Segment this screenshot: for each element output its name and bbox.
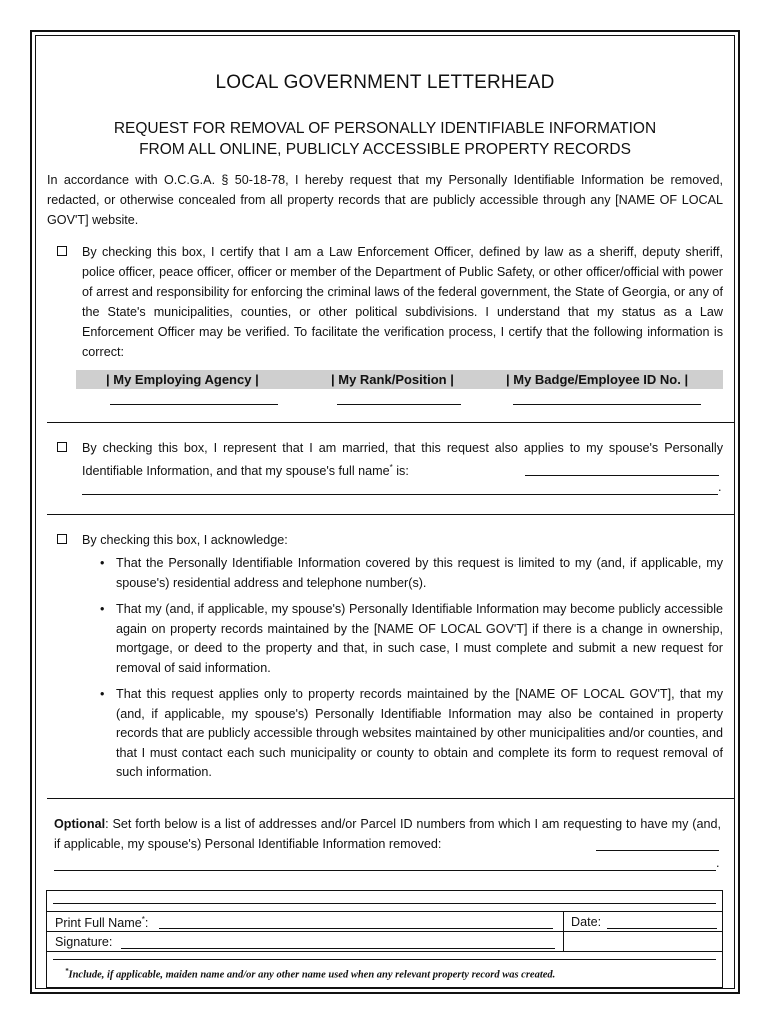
law-enforcement-text: By checking this box, I certify that I am a Law Enforcement Officer, defined by law as a sheriff, deputy sheriff, police officer, peace officer, officer or member of the Department of Public Safety, or other officer/official with power of arrest and responsibility for enforcing the criminal laws of the federal government, the State of Georgia, or any of the State's municipalities, counties, or other political subdivisions. I understand that my status as a Law Enforcement Officer may be verified. To facilitate the verification process, I certify that the following information is correct: xyxy=(82,245,723,359)
law-enforcement-checkbox[interactable] xyxy=(57,246,67,256)
married-is-label: is: xyxy=(392,464,409,479)
acknowledgement-item: • That this request applies only to property records maintained by the [NAME OF LOCAL GOV'T], that my (and, if applicable, my spouse's) Personally Identifiable Information may also be contained in property records that are publicly accessible through websites maintained by other municipalities and/or counties, and that I must contact each such municipality or county to obtain and complete its form to request removal of such information. xyxy=(96,685,723,783)
print-name-label xyxy=(55,915,148,930)
footnote-marker: * xyxy=(65,967,69,975)
signature-table-top xyxy=(47,911,722,912)
officer-info-labels xyxy=(76,370,723,389)
signature-row-divider xyxy=(47,931,722,932)
acknowledge-lead: By checking this box, I acknowledge: xyxy=(82,533,288,547)
intro-paragraph: In accordance with O.C.G.A. § 50-18-78, I hereby request that my Personally Identifiable Information be removed, redacted, or otherwise concealed from all property records that are publicly accessible through any [NAME OF LOCAL GOV'T] website. xyxy=(47,173,723,227)
addresses-period: . xyxy=(716,856,720,870)
form-outer-border xyxy=(30,30,740,994)
badge-id-label: | My Badge/Employee ID No. | xyxy=(506,372,689,387)
section-divider-3 xyxy=(47,798,734,799)
footnote-text: Include, if applicable, maiden name and/or any other name used when any relevant property record was created. xyxy=(68,969,556,981)
addresses-field[interactable] xyxy=(596,850,719,851)
date-label: Date: xyxy=(571,915,602,929)
form-inner-border xyxy=(35,35,735,989)
print-name-marker: * xyxy=(141,915,145,924)
date-field[interactable] xyxy=(607,928,717,929)
acknowledge-checkbox[interactable] xyxy=(57,534,67,544)
married-footnote-marker: * xyxy=(389,463,393,472)
spouse-name-field-line-2[interactable] xyxy=(82,494,718,495)
married-checkbox[interactable] xyxy=(57,442,67,452)
spouse-name-field[interactable] xyxy=(525,475,719,476)
print-name-colon: : xyxy=(144,916,149,931)
subtitle-line-2: FROM ALL ONLINE, PUBLICLY ACCESSIBLE PROPERTY RECORDS xyxy=(139,141,631,158)
signature-field[interactable] xyxy=(121,948,555,949)
signature-block xyxy=(46,890,723,988)
signature-table-bottom xyxy=(47,951,722,952)
section-divider-2 xyxy=(47,514,734,515)
signature-label: Signature: xyxy=(55,935,113,949)
section-divider-1 xyxy=(47,422,734,423)
employing-agency-label: | My Employing Agency | xyxy=(106,372,259,387)
signature-bottom-rule xyxy=(53,959,716,960)
acknowledgement-item: • That the Personally Identifiable Information covered by this request is limited to my (and, if applicable, my spouse's) residential address and telephone number(s). xyxy=(96,554,723,593)
letterhead-title: LOCAL GOVERNMENT LETTERHEAD xyxy=(215,72,555,93)
subtitle-line-1: REQUEST FOR REMOVAL OF PERSONALLY IDENTIFIABLE INFORMATION xyxy=(113,120,657,137)
print-name-field[interactable] xyxy=(159,928,553,929)
badge-id-field[interactable] xyxy=(513,404,701,405)
name-footnote xyxy=(65,967,555,981)
married-statement: By checking this box, I represent that I am married, that this request also applies to my spouse's Personally Identifiable Information, and that my spouse's full name xyxy=(82,441,723,479)
rank-position-label: | My Rank/Position | xyxy=(331,372,454,387)
spouse-name-period: . xyxy=(718,480,722,494)
form-subtitle xyxy=(36,118,734,160)
rank-position-field[interactable] xyxy=(337,404,461,405)
signature-top-rule xyxy=(53,903,716,904)
employing-agency-field[interactable] xyxy=(110,404,278,405)
print-name-text: Print Full Name xyxy=(55,916,142,931)
optional-label: Optional xyxy=(54,817,106,831)
acknowledgement-list xyxy=(96,554,723,790)
optional-paragraph xyxy=(54,814,721,854)
acknowledgement-item: • That my (and, if applicable, my spouse's) Personally Identifiable Information may become publicly accessible again on property records maintained by the [NAME OF LOCAL GOV'T] if there is a change in ownership, mortgage, or deed to the property and that, in such case, I must complete and submit a new request for removal of said information. xyxy=(96,600,723,678)
optional-text: : Set forth below is a list of addresses and/or Parcel ID numbers from which I am requesting to have my (and, if applicable, my spouse's) Personal Identifiable Information removed: xyxy=(54,817,721,851)
addresses-field-line-2[interactable] xyxy=(54,870,716,871)
